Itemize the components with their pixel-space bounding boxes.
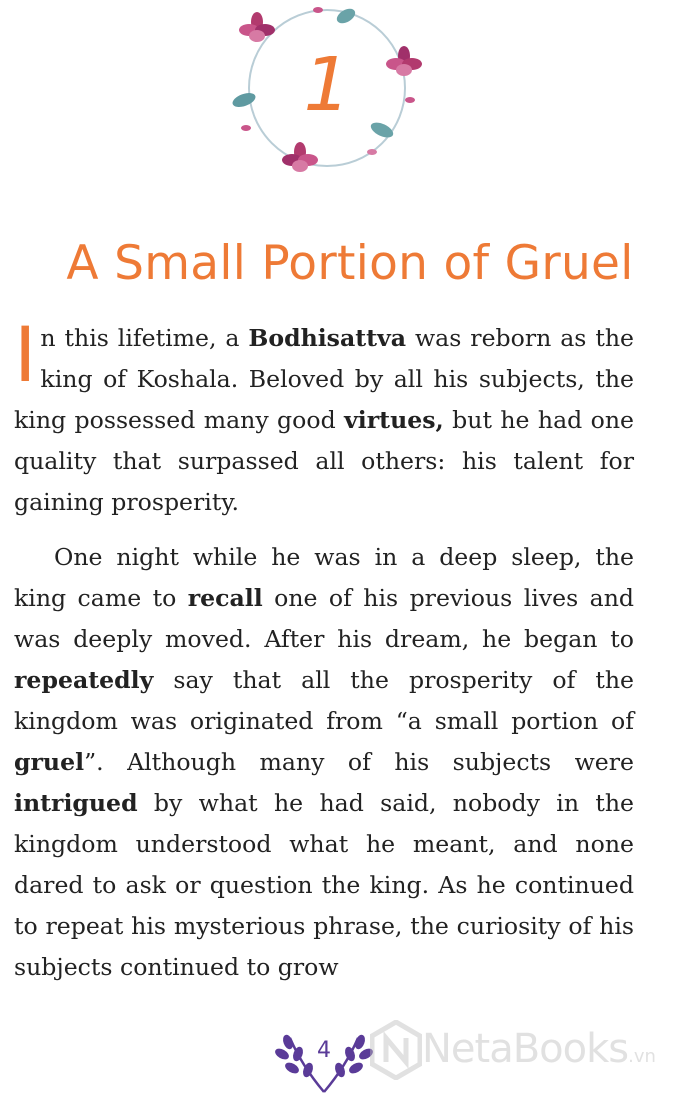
vocab-word: intrigued	[14, 789, 138, 817]
watermark-text	[422, 1026, 656, 1072]
text-run: One night while he was in a deep sleep, the king came to	[14, 543, 634, 612]
text-run: n this lifetime, a	[40, 324, 249, 352]
text-run: by what he had said, nobody in the kingdom understood what he meant, and none dared to ask or question the king. As he continued to repeat his mysterious phrase, the curiosity of his subjects continued to grow	[14, 789, 634, 981]
lotus-flower-icon	[282, 142, 318, 172]
page-number: 4	[317, 1038, 331, 1063]
text-run: was reborn as the king of Koshala. Beloved by all his subjects, the king possessed many good	[14, 324, 634, 434]
chapter-body	[14, 310, 634, 988]
watermark-brand: NetaBooks	[422, 1026, 629, 1072]
watermark	[370, 1012, 690, 1088]
vocab-word: Bodhisattva	[248, 324, 407, 352]
drop-cap: I	[14, 310, 37, 399]
vocab-word: gruel	[14, 748, 85, 776]
paragraph-1	[14, 310, 634, 523]
vocab-word: repeatedly	[14, 666, 154, 694]
chapter-title: A Small Portion of Gruel	[66, 236, 634, 292]
vocab-word: virtues,	[344, 406, 444, 434]
paragraph-2	[14, 537, 634, 988]
text-run: say that all the prosperity of the kingdom was originated from “a small portion of	[14, 666, 634, 735]
text-run: but he had one quality that surpassed all others: his talent for gaining prosperity.	[14, 406, 634, 516]
lotus-flower-icon	[239, 12, 275, 42]
chapter-number: 1	[303, 42, 351, 128]
vocab-word: recall	[187, 584, 263, 612]
text-run: ”. Although many of his subjects were	[84, 748, 634, 776]
text-run: one of his previous lives and was deeply moved. After his dream, he began to	[14, 584, 634, 653]
watermark-suffix: .vn	[628, 1046, 656, 1067]
